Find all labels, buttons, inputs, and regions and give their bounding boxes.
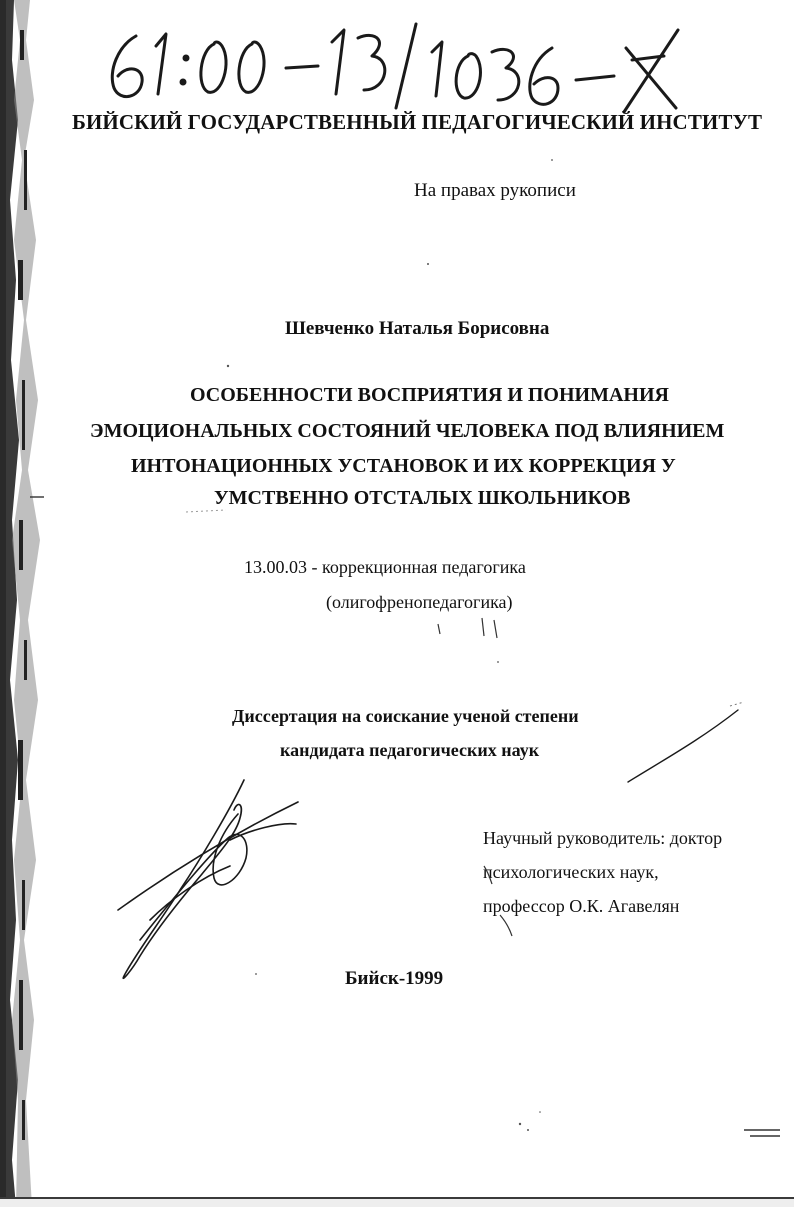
handwritten-signature	[110, 770, 310, 985]
dissertation-title-line-3: ИНТОНАЦИОННЫХ УСТАНОВОК И ИХ КОРРЕКЦИЯ У	[131, 455, 676, 477]
specialty-code: 13.00.03 - коррекционная педагогика	[244, 557, 526, 577]
dissertation-title-line-4: УМСТВЕННО ОТСТАЛЫХ ШКОЛЬНИКОВ	[214, 487, 631, 509]
author-name: Шевченко Наталья Борисовна	[285, 318, 550, 339]
scan-edge-bottom	[0, 1194, 794, 1207]
manuscript-note: На правах рукописи	[414, 180, 576, 201]
city-year: Бийск-1999	[345, 968, 444, 989]
degree-line-1: Диссертация на соискание ученой степени	[232, 706, 579, 726]
scan-edge-left	[0, 0, 44, 1207]
handwritten-archive-code	[96, 16, 696, 116]
degree-line-2: кандидата педагогических наук	[280, 740, 540, 760]
supervisor-line-3: профессор О.К. Агавелян	[483, 896, 680, 916]
pen-stroke-mark	[620, 700, 750, 790]
dissertation-title-line-1: ОСОБЕННОСТИ ВОСПРИЯТИЯ И ПОНИМАНИЯ	[190, 384, 669, 406]
supervisor-line-1: Научный руководитель: доктор	[483, 828, 723, 848]
supervisor-line-2: психологических наук,	[483, 862, 659, 882]
dissertation-title-line-2: ЭМОЦИОНАЛЬНЫХ СОСТОЯНИЙ ЧЕЛОВЕКА ПОД ВЛИЯНИЕМ	[90, 420, 725, 442]
institute-name: БИЙСКИЙ ГОСУДАРСТВЕННЫЙ ПЕДАГОГИЧЕСКИЙ ИНСТИТУТ	[72, 110, 763, 134]
specialty-subfield: (олигофренопедагогика)	[326, 592, 513, 612]
